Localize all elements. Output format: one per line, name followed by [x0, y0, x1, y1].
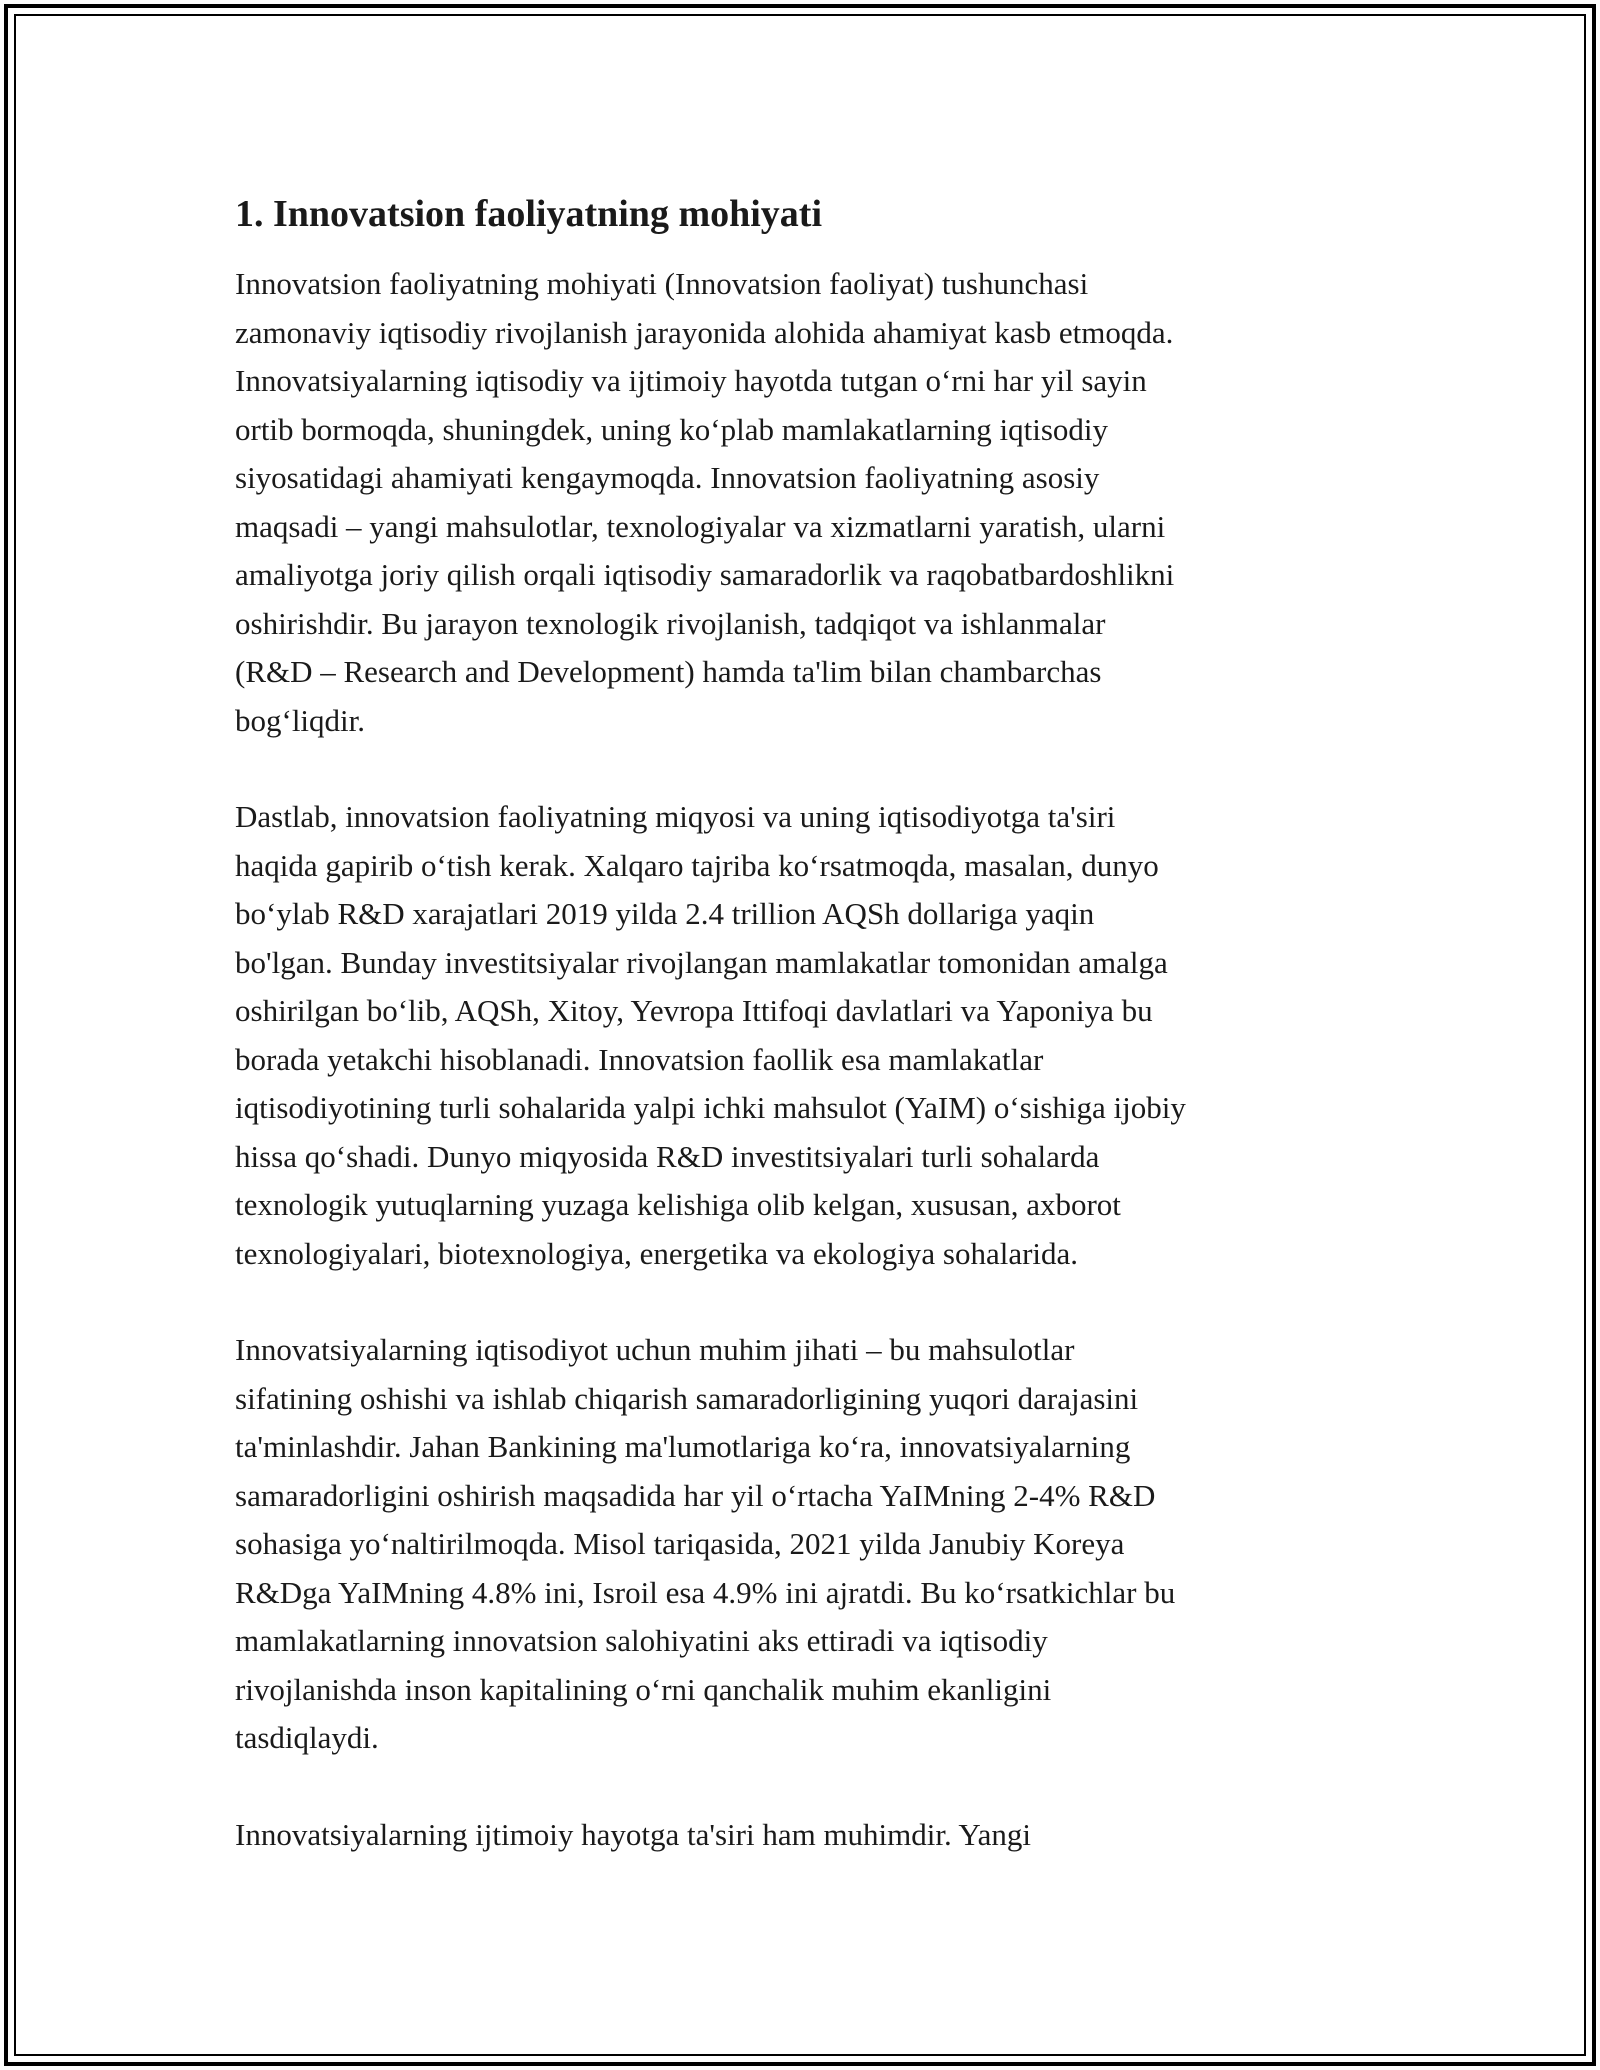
paragraph-line: Innovatsiyalarning iqtisodiy va ijtimoiy hayotda tutgan o‘rni har yil sayin: [235, 363, 1147, 398]
paragraph-2: [235, 793, 1370, 1278]
paragraph-line: siyosatidagi ahamiyati kengaymoqda. Innovatsion faoliyatning asosiy: [235, 460, 1100, 495]
paragraph-line: texnologiyalari, biotexnologiya, energetika va ekologiya sohalarida.: [235, 1235, 1079, 1271]
paragraph-line: Innovatsiyalarning iqtisodiyot uchun muhim jihati – bu mahsulotlar: [235, 1332, 1075, 1367]
paragraph-line: rivojlanishda inson kapitalining o‘rni qanchalik muhim ekanligini: [235, 1671, 1052, 1707]
paragraph-3: [235, 1326, 1370, 1763]
section-heading: 1. Innovatsion faoliyatning mohiyati: [235, 193, 822, 235]
paragraph-line: maqsadi – yangi mahsulotlar, texnologiyalar va xizmatlarni yaratish, ularni: [235, 508, 1166, 544]
paragraph-line: iqtisodiyotining turli sohalarida yalpi ichki mahsulot (YaIM) o‘sishiga ijobiy: [235, 1090, 1186, 1125]
paragraph-4: [235, 1811, 1370, 1860]
paragraph-line: sohasiga yo‘naltirilmoqda. Misol tariqasida, 2021 yilda Janubiy Koreya: [235, 1526, 1125, 1561]
paragraph-line: Innovatsion faoliyatning mohiyati (Innovatsion faoliyat) tushunchasi: [235, 266, 1089, 301]
paragraph-line: zamonaviy iqtisodiy rivojlanish jarayonida alohida ahamiyat kasb etmoqda.: [235, 314, 1174, 350]
paragraph-line: mamlakatlarning innovatsion salohiyatini aks ettiradi va iqtisodiy: [235, 1623, 1048, 1658]
paragraph-line: bo'lgan. Bunday investitsiyalar rivojlangan mamlakatlar tomonidan amalga: [235, 944, 1168, 980]
paragraph-line: ortib bormoqda, shuningdek, uning ko‘plab mamlakatlarning iqtisodiy: [235, 411, 1109, 447]
paragraph-line: oshirishdir. Bu jarayon texnologik rivojlanish, tadqiqot va ishlanmalar: [235, 605, 1106, 641]
paragraph-line: borada yetakchi hisoblanadi. Innovatsion faollik esa mamlakatlar: [235, 1041, 1044, 1077]
paragraph-line: texnologik yutuqlarning yuzaga kelishiga olib kelgan, xususan, axborot: [235, 1187, 1121, 1222]
paragraph-line: hissa qo‘shadi. Dunyo miqyosida R&D investitsiyalari turli sohalarda: [235, 1138, 1100, 1174]
paragraph-line: bog‘liqdir.: [235, 702, 366, 738]
paragraph-line: samaradorligini oshirish maqsadida har yil o‘rtacha YaIMning 2-4% R&D: [235, 1477, 1156, 1513]
paragraph-line: R&Dga YaIMning 4.8% ini, Isroil esa 4.9% ini ajratdi. Bu ko‘rsatkichlar bu: [235, 1574, 1176, 1610]
document-content: [235, 188, 1370, 1859]
paragraph-line: tasdiqlaydi.: [235, 1720, 379, 1755]
paragraph-line: Innovatsiyalarning ijtimoiy hayotga ta'siri ham muhimdir. Yangi: [235, 1816, 1032, 1852]
paragraph-line: ta'minlashdir. Jahan Bankining ma'lumotlariga ko‘ra, innovatsiyalarning: [235, 1429, 1131, 1464]
paragraph-1: [235, 260, 1370, 745]
paragraph-line: oshirilgan bo‘lib, AQSh, Xitoy, Yevropa Ittifoqi davlatlari va Yaponiya bu: [235, 993, 1153, 1028]
paragraph-line: Dastlab, innovatsion faoliyatning miqyosi va uning iqtisodiyotga ta'siri: [235, 799, 1116, 834]
paragraph-line: amaliyotga joriy qilish orqali iqtisodiy samaradorlik va raqobatbardoshlikni: [235, 557, 1175, 592]
paragraph-line: bo‘ylab R&D xarajatlari 2019 yilda 2.4 trillion AQSh dollariga yaqin: [235, 896, 1095, 931]
paragraph-line: haqida gapirib o‘tish kerak. Xalqaro tajriba ko‘rsatmoqda, masalan, dunyo: [235, 847, 1159, 883]
paragraph-line: sifatining oshishi va ishlab chiqarish samaradorligining yuqori darajasini: [235, 1380, 1139, 1416]
paragraph-line: (R&D – Research and Development) hamda ta'lim bilan chambarchas: [235, 654, 1102, 689]
